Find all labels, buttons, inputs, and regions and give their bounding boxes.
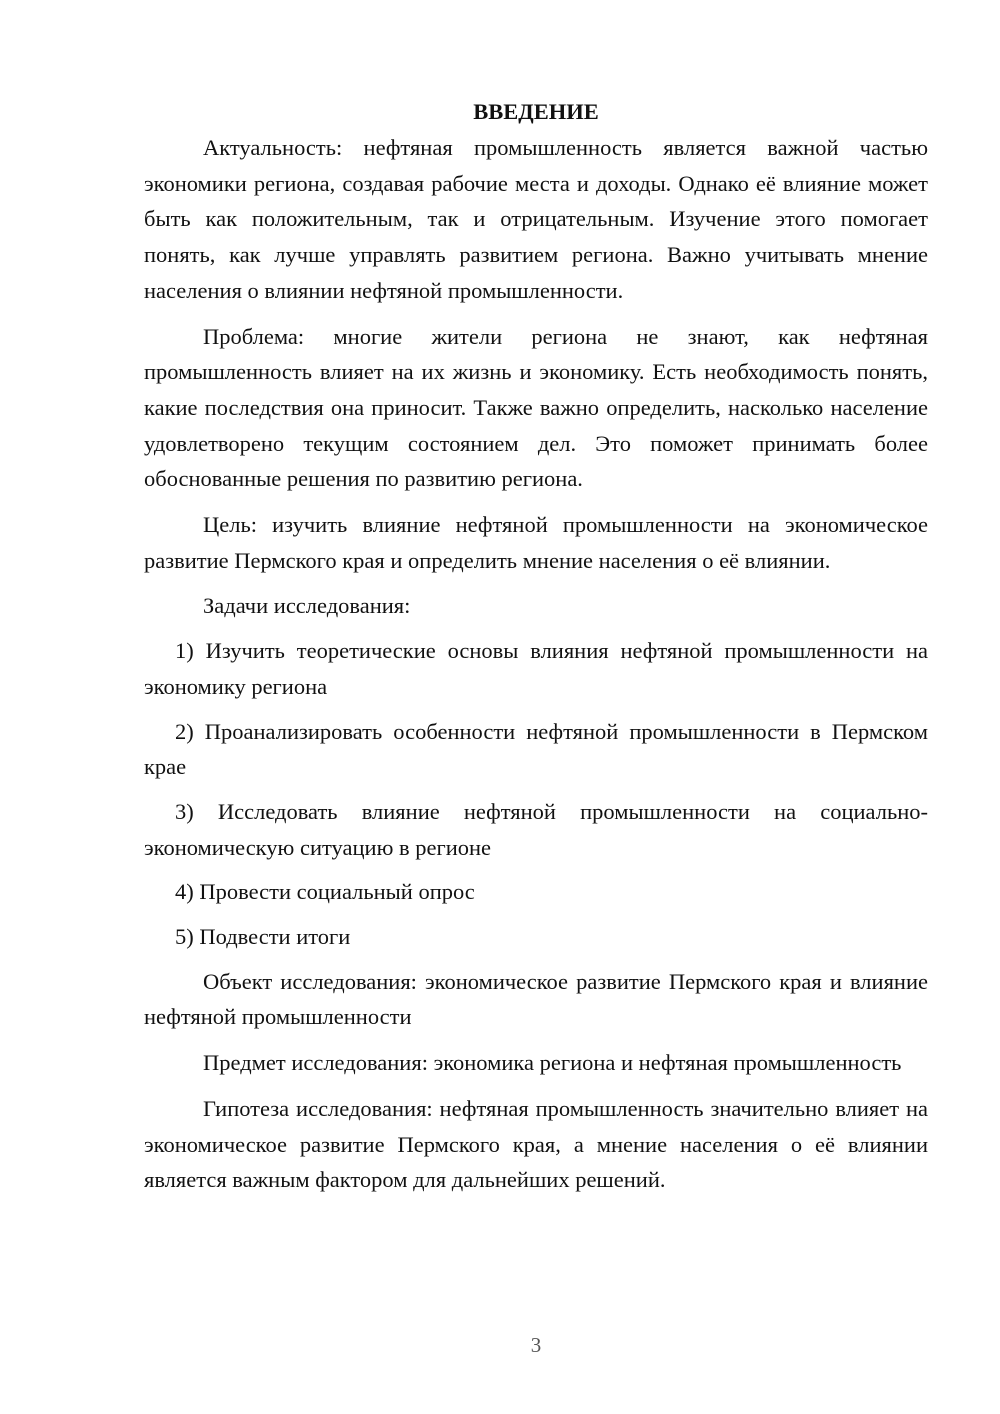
paragraph-problem: Проблема: многие жители региона не знают, как нефтяная промышленность влияет на их жизнь и экономику. Есть необходимость понять, какие последствия она приносит. Также важно определить, насколько население удовлетворено текущим состоянием дел. Это поможет принимать более обоснованные решения по развитию региона. xyxy=(144,323,928,492)
list-item-task-2: 2) Проанализировать особенности нефтяной промышленности в Пермском крае xyxy=(144,718,928,780)
list-item-task-5: 5) Подвести итоги xyxy=(175,924,351,950)
page-number: 3 xyxy=(530,1333,542,1357)
list-item-task-3: 3) Исследовать влияние нефтяной промышленности на социально-экономическую ситуацию в регионе xyxy=(144,798,928,860)
paragraph-object: Объект исследования: экономическое развитие Пермского края и влияние нефтяной промышленности xyxy=(144,968,928,1030)
list-item-task-1: 1) Изучить теоретические основы влияния нефтяной промышленности на экономику региона xyxy=(144,638,928,699)
document-body xyxy=(144,94,928,1198)
paragraph-tasks-heading: Задачи исследования: xyxy=(203,593,411,619)
paragraph-relevance: Актуальность: нефтяная промышленность является важной частью экономики региона, создавая рабочие места и доходы. Однако её влияние может быть как положительным, так и отрицательным. Изучение этого помогает понять, как лучше управлять развитием региона. Важно учитывать мнение населения о влиянии нефтяной промышленности. xyxy=(144,135,928,303)
list-item-task-4: 4) Провести социальный опрос xyxy=(175,879,475,905)
paragraph-hypothesis: Гипотеза исследования: нефтяная промышленность значительно влияет на экономическое развитие Пермского края, а мнение населения о её влиянии является важным фактором для дальнейших решений. xyxy=(144,1095,928,1193)
page-title: ВВЕДЕНИЕ xyxy=(473,99,599,124)
paragraph-goal: Цель: изучить влияние нефтяной промышленности на экономическое развитие Пермского края и определить мнение населения о её влиянии. xyxy=(144,512,928,573)
paragraph-subject: Предмет исследования: экономика региона и нефтяная промышленность xyxy=(203,1050,902,1076)
